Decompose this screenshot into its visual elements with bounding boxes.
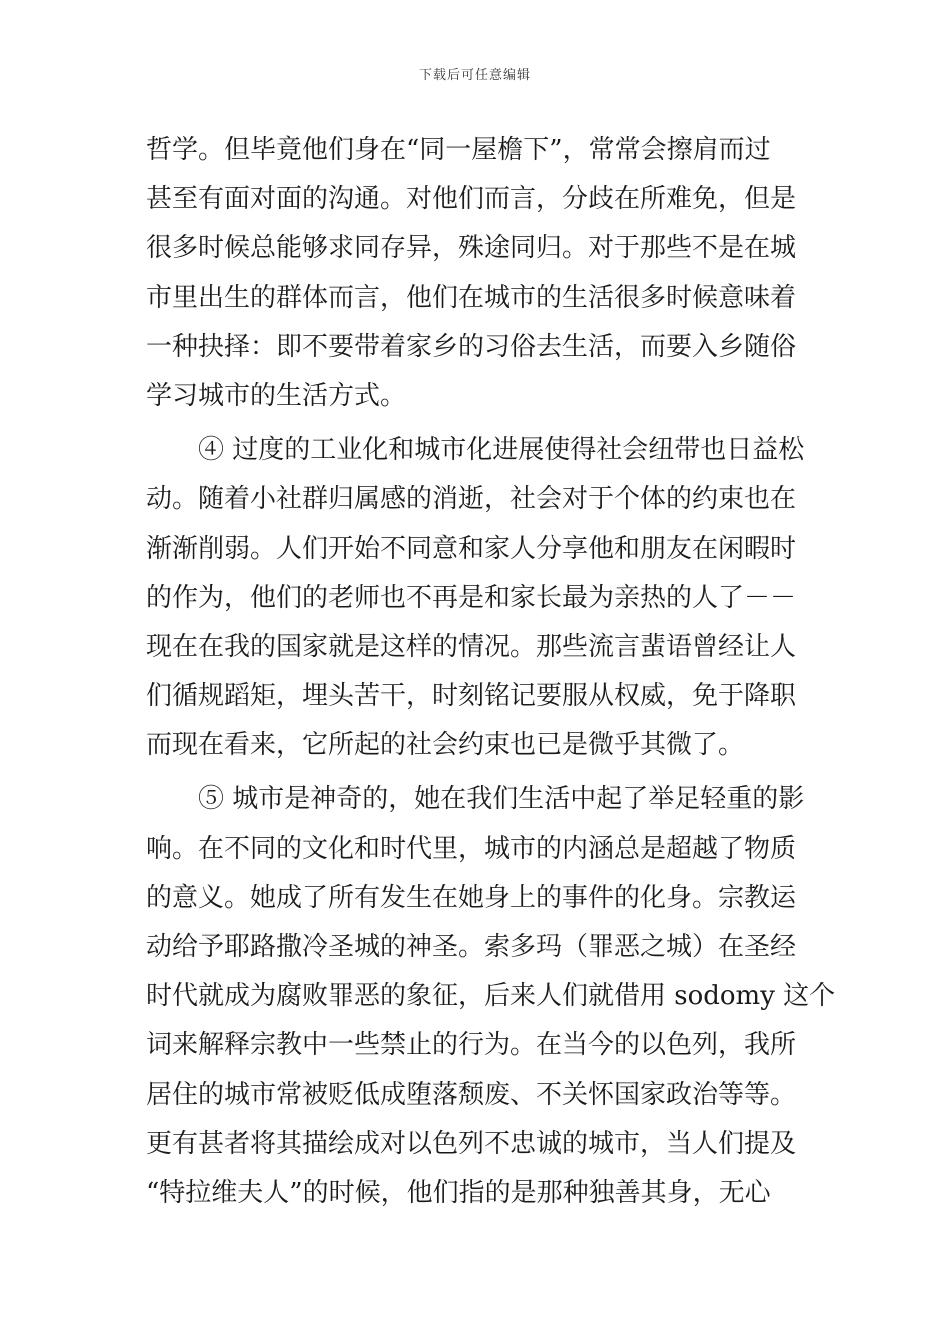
text-line: 时代就成为腐败罪恶的象征，后来人们就借用 sodomy 这个 [146,981,836,1012]
text-line: 们循规蹈矩，埋头苦干，时刻铭记要服从权威，免于降职 [146,681,797,712]
text-line: 的意义。她成了所有发生在她身上的事件的化身。宗教运 [146,882,797,913]
text-line: 而现在看来，它所起的社会约束也已是微乎其微了。 [146,730,745,761]
text-line: 哲学。但毕竟他们身在“同一屋檐下”，常常会擦肩而过 [146,135,771,165]
text-line: 很多时候总能够求同存异，殊途同归。对于那些不是在城 [146,233,797,264]
text-line: 动给予耶路撒冷圣城的神圣。索多玛（罪恶之城）在圣经 [146,932,797,962]
text-line: 更有甚者将其描绘成对以色列不忠诚的城市，当人们提及 [146,1128,797,1159]
paragraph-3 [146,775,836,1218]
text-line: 甚至有面对面的沟通。对他们而言，分歧在所难免，但是 [146,184,797,215]
text-line: 响。在不同的文化和时代里，城市的内涵总是超越了物质 [146,833,797,864]
text-line: ④ 过度的工业化和城市化进展使得社会纽带也日益松 [198,435,805,466]
text-line: 的作为，他们的老师也不再是和家长最为亲热的人了－－ [146,582,797,613]
paragraph-2 [146,426,806,770]
text-line: “特拉维夫人”的时候，他们指的是那种独善其身，无心 [146,1177,771,1208]
text-line: 学习城市的生活方式。 [146,380,407,411]
body-text [146,126,836,1218]
text-line: 渐渐削弱。人们开始不同意和家人分享他和朋友在闲暇时 [146,533,797,564]
text-line: ⑤ 城市是神奇的，她在我们生活中起了举足轻重的影 [198,784,805,815]
text-line: 一种抉择：即不要带着家乡的习俗去生活，而要入乡随俗 [146,331,797,362]
text-line: 现在在我的国家就是这样的情况。那些流言蜚语曾经让人 [146,631,797,662]
text-line: 动。随着小社群归属感的消逝，社会对于个体的约束也在 [146,484,797,515]
paragraph-1 [146,126,806,421]
text-line: 居住的城市常被贬低成堕落颓废、不关怀国家政治等等。 [146,1079,797,1110]
text-line: 词来解释宗教中一些禁止的行为。在当今的以色列，我所 [146,1030,797,1061]
header-note: 下载后可任意编辑 [418,68,531,83]
text-line: 市里出生的群体而言，他们在城市的生活很多时候意味着 [146,282,797,313]
